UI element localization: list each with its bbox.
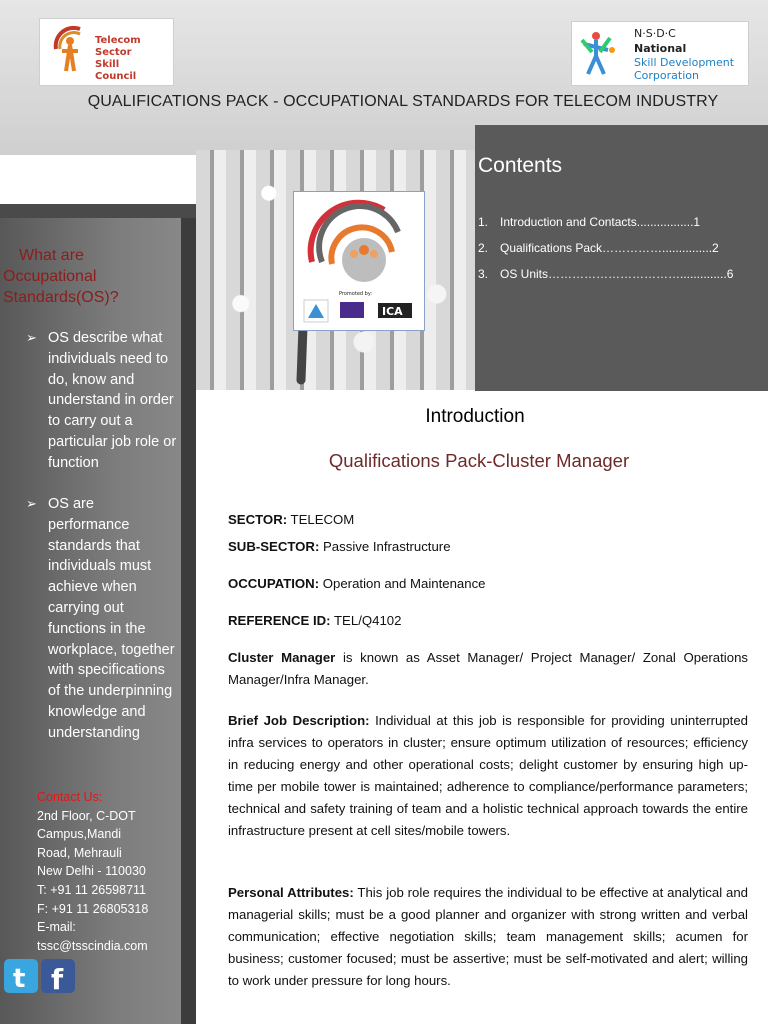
tssc-logo-line-1: Telecom [95, 35, 141, 46]
promoted-by-label: Promoted by: [339, 291, 373, 297]
os-bullet-1-lead: OS [48, 330, 69, 346]
os-heading-line-3: Standards(OS)? [3, 289, 119, 306]
cluster-manager-label: Cluster Manager [228, 650, 336, 665]
os-bullet-2-lead: OS [48, 496, 69, 512]
contact-fax: F: +91 11 26805318 [37, 901, 149, 916]
tssc-logo-line-2: Sector [95, 47, 132, 58]
contents-item-number: 2. [478, 241, 489, 255]
twitter-icon[interactable] [4, 959, 38, 994]
social-icons [4, 957, 76, 995]
contents-title: Contents [478, 154, 563, 177]
contents-list [478, 212, 748, 290]
occupation-field [228, 573, 748, 595]
contact-email-label: E-mail: [37, 920, 76, 935]
contents-item-number: 3. [478, 267, 489, 281]
contact-line: Road, Mehrauli [37, 845, 122, 860]
contents-item[interactable] [478, 212, 748, 238]
nsdc-line-2: Skill Development [634, 56, 735, 69]
svg-text:t: t [13, 964, 26, 994]
personal-attributes-text: This job role requires the individual to be effective at analytical and managerial skills; must be a good planner and organizer with strong written and verbal communication; effective negotiation skills; team management skills; acumen for business; customer focused; must be assertive; must be self-motivated and alert; willing to work under pressure for long hours. [228, 885, 748, 988]
introduction-heading: Introduction [425, 406, 525, 427]
arrow-bullet-icon: ➢ [26, 330, 37, 345]
svg-text:f: f [51, 963, 64, 995]
cluster-manager-text: is known as Asset Manager/ Project Manager/ Zonal Operations Manager/Infra Manager. [228, 650, 748, 687]
cluster-manager-paragraph [228, 647, 748, 691]
contact-block [37, 788, 187, 955]
sector-label: SECTOR: [228, 512, 288, 527]
contact-label: Contact Us: [37, 790, 103, 804]
os-heading [3, 245, 175, 308]
os-bullet-1-text: describe what individuals need to do, know and understand in order to carry out a particular job role or function [48, 330, 177, 471]
contact-line: 2nd Floor, C-DOT [37, 808, 136, 823]
subsector-value: Passive Infrastructure [319, 539, 451, 554]
brief-job-description-text: Individual at this job is responsible for providing uninterrupted infra services to operators in cluster; ensure optimum utilization of resources; efficiency in reducing energy and other operational costs; delight customer by ensuring high up-time per mobile tower is maintained; adherence to compliance/performance parameters; technical and safety training of team and a holistic technical approach towards the entire infrastructure present at cell sites/mobile towers. [228, 713, 748, 838]
sector-field [228, 509, 748, 531]
contact-email[interactable]: tssc@tsscindia.com [37, 938, 148, 953]
nsdc-line-3: Corporation [634, 69, 699, 82]
nsdc-logo [571, 21, 749, 86]
occupation-value: Operation and Maintenance [319, 576, 486, 591]
tssc-logo [39, 18, 174, 86]
facebook-icon[interactable] [41, 959, 75, 995]
arrow-bullet-icon: ➢ [26, 496, 37, 511]
reference-id-field [228, 610, 748, 632]
contents-item[interactable] [478, 238, 748, 264]
document-title: QUALIFICATIONS PACK - OCCUPATIONAL STANDARDS FOR TELECOM INDUSTRY [87, 93, 719, 110]
os-heading-line-2: Occupational [3, 268, 97, 285]
os-heading-line-1: What are [19, 247, 84, 264]
tssc-logo-line-3: Skill [95, 59, 120, 70]
contact-phone: T: +91 11 26598711 [37, 882, 147, 897]
tssc-logo-line-4: Council [95, 71, 137, 82]
qp-badge [293, 191, 425, 331]
sector-value: TELECOM [287, 512, 355, 527]
contents-item-text: OS Units……………………………..............6 [500, 267, 734, 281]
brief-job-description-label: Brief Job Description: [228, 713, 370, 728]
os-bullet-1 [26, 328, 178, 474]
personal-attributes-label: Personal Attributes: [228, 885, 354, 900]
contents-item-text: Qualifications Pack……………...............2 [500, 241, 719, 255]
contents-item-text: Introduction and Contacts.................1 [500, 215, 701, 229]
contents-item-number: 1. [478, 215, 489, 229]
reference-id-label: REFERENCE ID: [228, 613, 331, 628]
subsector-field [228, 536, 748, 558]
subsector-label: SUB-SECTOR: [228, 539, 320, 554]
nsdc-line-1: National [634, 42, 687, 55]
qualifications-pack-title: Qualifications Pack-Cluster Manager [328, 450, 630, 471]
nsdc-letters: N·S·D·C [634, 27, 676, 40]
occupation-label: OCCUPATION: [228, 576, 320, 591]
contact-line: Campus,Mandi [37, 827, 122, 842]
brief-job-description [228, 710, 748, 841]
personal-attributes [228, 882, 748, 992]
reference-id-value: TEL/Q4102 [330, 613, 402, 628]
os-bullet-2-text: are performance standards that individuals must achieve when carrying out functions in the workplace, together with specifications of the underpinning knowledge and understanding [48, 496, 175, 741]
contact-line: New Delhi - 110030 [37, 864, 146, 879]
contents-item[interactable] [478, 264, 748, 290]
os-bullet-2 [26, 494, 178, 744]
ica-logo-text: ICA [382, 305, 403, 318]
sidebar-cap [0, 204, 196, 218]
